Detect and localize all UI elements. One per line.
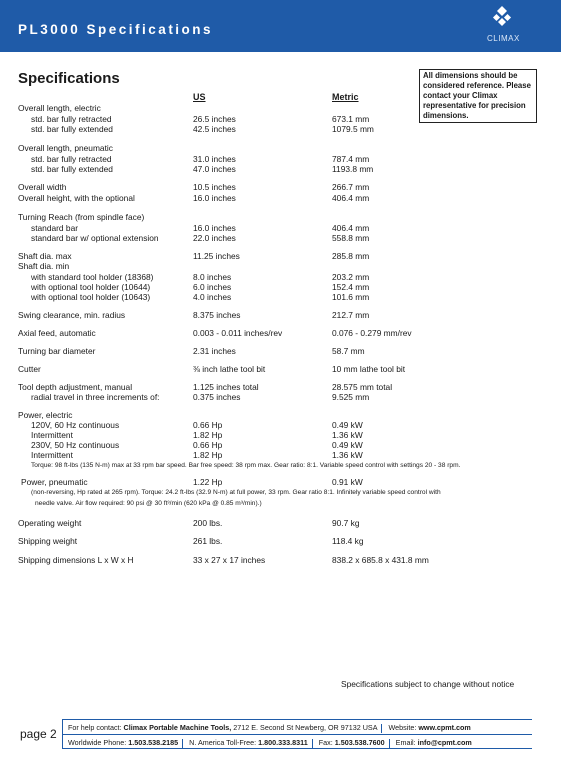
spec-label: 230V, 50 Hz continuous	[31, 440, 120, 450]
spec-value-us: 8.0 inches	[193, 272, 232, 282]
spec-label: with standard tool holder (18368)	[31, 272, 154, 282]
spec-value-metric: 1.36 kW	[332, 430, 363, 440]
spec-value-metric: 152.4 mm	[332, 282, 370, 292]
climax-logo-icon	[491, 5, 513, 27]
spec-value-us: 2.31 inches	[193, 346, 236, 356]
spec-value-metric: 558.8 mm	[332, 233, 370, 243]
spec-label: Axial feed, automatic	[18, 328, 96, 338]
spec-value-metric: 203.2 mm	[332, 272, 370, 282]
spec-value-us: 200 lbs.	[193, 518, 223, 528]
spec-value-metric: 0.49 kW	[332, 420, 363, 430]
spec-label: Power, electric	[18, 410, 73, 420]
column-header-metric: Metric	[332, 92, 359, 102]
disclaimer: Specifications subject to change without notice	[341, 679, 515, 689]
spec-label: standard bar w/ optional extension	[31, 233, 159, 243]
spec-value-metric: 28.575 mm total	[332, 382, 393, 392]
spec-label: Cutter	[18, 364, 41, 374]
spec-value-us: 42.5 inches	[193, 124, 236, 134]
spec-value-metric: 10 mm lathe tool bit	[332, 364, 406, 374]
spec-value-metric: 266.7 mm	[332, 182, 370, 192]
spec-value-metric: 787.4 mm	[332, 154, 370, 164]
electric-power-note: Torque: 98 ft-lbs (135 N-m) max at 33 rpm bar speed. Bar free speed: 38 rpm max. Gear ratio: 8:1. Variable speed control with settings 20 - 38 rpm.	[31, 462, 461, 469]
footer-email-link[interactable]: info@cpmt.com	[417, 738, 472, 747]
reference-note: All dimensions should be considered reference. Please contact your Climax representative for precision dimensions.	[419, 69, 537, 123]
spec-label: Tool depth adjustment, manual	[18, 382, 133, 392]
spec-label: Turning Reach (from spindle face)	[18, 212, 145, 222]
footer-tollfree-label: N. America Toll-Free:	[189, 738, 257, 747]
spec-value-us: 0.375 inches	[193, 392, 241, 402]
spec-value-metric: 0.91 kW	[332, 477, 363, 487]
footer-phone: 1.503.538.2185	[128, 738, 179, 747]
spec-value-metric: 0.076 - 0.279 mm/rev	[332, 328, 412, 338]
spec-value-us: 33 x 27 x 17 inches	[193, 555, 266, 565]
footer-contact-line	[68, 723, 471, 733]
spec-value-us: ⅜ inch lathe tool bit	[193, 364, 266, 374]
spec-label: Intermittent	[31, 430, 73, 440]
spec-value-metric: 1.36 kW	[332, 450, 363, 460]
footer-help-prefix: For help contact:	[68, 723, 122, 732]
section-heading: Specifications	[18, 70, 120, 87]
footer-fax: 1.503.538.7600	[334, 738, 385, 747]
footer-tollfree: 1.800.333.8311	[258, 738, 308, 747]
spec-label: Shipping dimensions L x W x H	[18, 555, 134, 565]
spec-value-metric: 212.7 mm	[332, 310, 370, 320]
column-header-us: US	[193, 92, 206, 102]
spec-label: Operating weight	[18, 518, 82, 528]
pneumatic-power-note-2: needle valve. Air flow required: 90 psi @ 30 ft³/min (620 kPa @ 0.85 m³/min).)	[35, 500, 262, 507]
spec-value-us: 31.0 inches	[193, 154, 236, 164]
footer-rule-bottom	[62, 748, 532, 749]
spec-label: Overall height, with the optional	[18, 193, 135, 203]
spec-label: standard bar	[31, 223, 79, 233]
spec-value-metric: 90.7 kg	[332, 518, 360, 528]
brand-name: CLIMAX	[487, 34, 520, 43]
spec-value-metric: 838.2 x 685.8 x 431.8 mm	[332, 555, 429, 565]
spec-value-metric: 101.6 mm	[332, 292, 370, 302]
footer-rule-middle	[62, 734, 532, 735]
spec-value-us: 22.0 inches	[193, 233, 236, 243]
footer-website-label: Website:	[388, 723, 417, 732]
page-number: page 2	[20, 727, 57, 741]
spec-value-us: 47.0 inches	[193, 164, 236, 174]
footer-fax-label: Fax:	[318, 738, 333, 747]
spec-value-metric: 0.49 kW	[332, 440, 363, 450]
spec-label: Overall length, electric	[18, 103, 101, 113]
spec-label: std. bar fully extended	[31, 164, 113, 174]
spec-value-metric: 406.4 mm	[332, 193, 370, 203]
spec-value-metric: 673.1 mm	[332, 114, 370, 124]
spec-value-us: 16.0 inches	[193, 223, 236, 233]
spec-label: Shaft dia. max	[18, 251, 72, 261]
spec-label: std. bar fully extended	[31, 124, 113, 134]
footer-divider	[62, 719, 63, 748]
footer-address: 2712 E. Second St Newberg, OR 97132 USA	[233, 723, 378, 732]
spec-label: Intermittent	[31, 450, 73, 460]
spec-value-us: 1.22 Hp	[193, 477, 223, 487]
spec-value-us: 261 lbs.	[193, 536, 223, 546]
spec-label: Overall width	[18, 182, 67, 192]
spec-label: Swing clearance, min. radius	[18, 310, 126, 320]
spec-label: std. bar fully retracted	[31, 154, 112, 164]
spec-value-metric: 9.525 mm	[332, 392, 370, 402]
spec-value-metric: 285.8 mm	[332, 251, 370, 261]
spec-label: with optional tool holder (10644)	[31, 282, 151, 292]
spec-label: radial travel in three increments of:	[31, 392, 160, 402]
footer-company: Climax Portable Machine Tools,	[123, 723, 232, 732]
spec-value-us: 0.66 Hp	[193, 420, 223, 430]
spec-value-metric: 118.4 kg	[332, 536, 364, 546]
spec-label: Shipping weight	[18, 536, 78, 546]
spec-value-metric: 1079.5 mm	[332, 124, 374, 134]
spec-value-us: 11.25 inches	[193, 251, 240, 261]
spec-value-us: 1.82 Hp	[193, 450, 223, 460]
spec-value-us: 6.0 inches	[193, 282, 232, 292]
spec-value-metric: 58.7 mm	[332, 346, 365, 356]
spec-label: Shaft dia. min	[18, 261, 70, 271]
footer-website-link[interactable]: www.cpmt.com	[418, 723, 471, 732]
spec-value-us: 0.003 - 0.011 inches/rev	[193, 328, 283, 338]
spec-value-metric: 406.4 mm	[332, 223, 370, 233]
spec-label: std. bar fully retracted	[31, 114, 112, 124]
footer-phone-label: Worldwide Phone:	[68, 738, 127, 747]
spec-value-metric: 1193.8 mm	[332, 164, 374, 174]
footer-rule-top	[62, 719, 532, 720]
spec-label: Power, pneumatic	[21, 477, 88, 487]
spec-label: Turning bar diameter	[18, 346, 96, 356]
spec-label: with optional tool holder (10643)	[31, 292, 151, 302]
page-title: PL3000 Specifications	[18, 22, 214, 37]
pneumatic-power-note-1: (non-reversing, Hp rated at 265 rpm). Torque: 24.2 ft-lbs (32.9 N-m) at full power, 33 rpm. Gear ratio 8:1. Infinitely variable speed control with	[31, 489, 441, 496]
spec-value-us: 10.5 inches	[193, 182, 236, 192]
spec-label: 120V, 60 Hz continuous	[31, 420, 120, 430]
spec-value-us: 4.0 inches	[193, 292, 232, 302]
spec-value-us: 1.82 Hp	[193, 430, 223, 440]
footer-email-label: Email:	[395, 738, 416, 747]
spec-value-us: 1.125 inches total	[193, 382, 259, 392]
spec-label: Overall length, pneumatic	[18, 143, 113, 153]
spec-value-us: 8.375 inches	[193, 310, 241, 320]
spec-value-us: 26.5 inches	[193, 114, 236, 124]
spec-value-us: 16.0 inches	[193, 193, 236, 203]
footer-phone-line	[68, 738, 472, 748]
spec-value-us: 0.66 Hp	[193, 440, 223, 450]
header-banner	[0, 0, 561, 52]
